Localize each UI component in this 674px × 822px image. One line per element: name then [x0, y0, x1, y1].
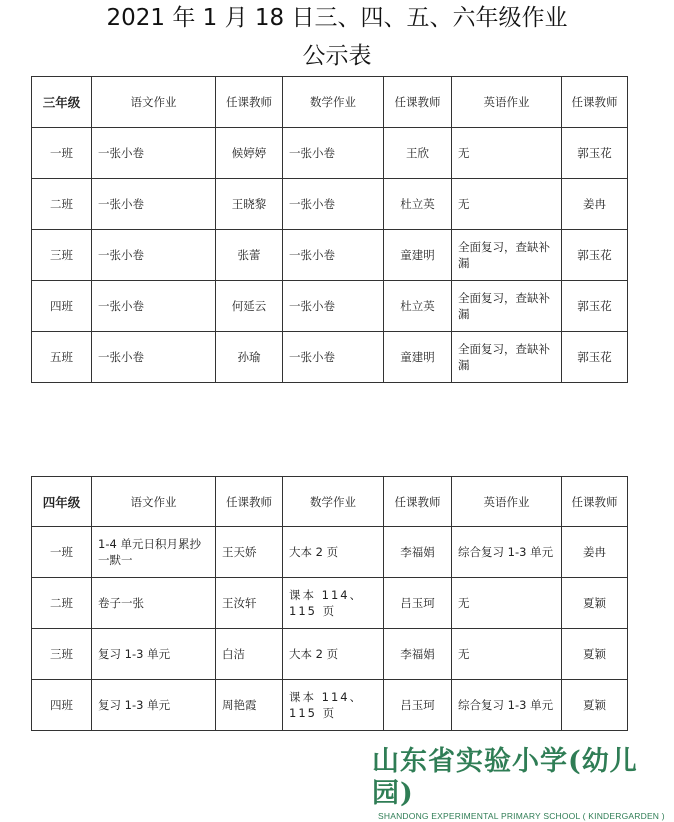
- teacher-cell: 杜立英: [384, 179, 452, 230]
- table-row: [32, 128, 628, 179]
- column-header: 任课教师: [562, 477, 628, 527]
- class-cell: 一班: [32, 527, 92, 578]
- english-homework-cell: 综合复习 1-3 单元: [452, 680, 562, 731]
- column-header: 数学作业: [283, 477, 384, 527]
- teacher-cell: 候婷婷: [216, 128, 283, 179]
- english-homework-cell: 无: [452, 629, 562, 680]
- grade3-homework-table: [31, 76, 628, 383]
- teacher-cell: 李福娟: [384, 629, 452, 680]
- english-homework-cell: 无: [452, 128, 562, 179]
- table-row: [32, 527, 628, 578]
- chinese-homework-cell: 一张小卷: [92, 332, 216, 383]
- english-homework-cell: 无: [452, 578, 562, 629]
- teacher-cell: 白洁: [216, 629, 283, 680]
- chinese-homework-cell: 卷子一张: [92, 578, 216, 629]
- chinese-homework-cell: 复习 1-3 单元: [92, 680, 216, 731]
- teacher-cell: 姜冉: [562, 527, 628, 578]
- teacher-cell: 童建明: [384, 230, 452, 281]
- school-name-chinese: 山东省实验小学(幼儿园): [372, 746, 638, 809]
- chinese-homework-cell: 一张小卷: [92, 179, 216, 230]
- column-header: 语文作业: [92, 477, 216, 527]
- english-homework-cell: 全面复习，查缺补漏: [452, 230, 562, 281]
- column-header: 任课教师: [562, 77, 628, 128]
- column-header: 任课教师: [384, 77, 452, 128]
- teacher-cell: 郭玉花: [562, 281, 628, 332]
- teacher-cell: 郭玉花: [562, 332, 628, 383]
- class-cell: 五班: [32, 332, 92, 383]
- class-cell: 四班: [32, 680, 92, 731]
- teacher-cell: 吕玉珂: [384, 680, 452, 731]
- school-logo: [372, 746, 672, 822]
- page-title: 2021 年 1 月 18 日三、四、五、六年级作业: [106, 5, 568, 31]
- chinese-homework-cell: 1-4 单元日积月累抄一默一: [92, 527, 216, 578]
- page-subtitle: 公示表: [302, 43, 372, 69]
- english-homework-cell: 无: [452, 179, 562, 230]
- english-homework-cell: 综合复习 1-3 单元: [452, 527, 562, 578]
- class-cell: 一班: [32, 128, 92, 179]
- table-row: [32, 578, 628, 629]
- teacher-cell: 何延云: [216, 281, 283, 332]
- table-row: [32, 629, 628, 680]
- chinese-homework-cell: 一张小卷: [92, 281, 216, 332]
- english-homework-cell: 全面复习，查缺补漏: [452, 332, 562, 383]
- school-name-english: SHANDONG EXPERIMENTAL PRIMARY SCHOOL ( KINDERGARDEN ): [378, 811, 665, 821]
- column-header: 英语作业: [452, 77, 562, 128]
- class-cell: 三班: [32, 230, 92, 281]
- math-homework-cell: 一张小卷: [283, 230, 384, 281]
- table-header-row: [32, 477, 628, 527]
- teacher-cell: 周艳霞: [216, 680, 283, 731]
- column-header: 任课教师: [216, 477, 283, 527]
- class-cell: 二班: [32, 578, 92, 629]
- chinese-homework-cell: 一张小卷: [92, 128, 216, 179]
- teacher-cell: 吕玉珂: [384, 578, 452, 629]
- math-homework-cell: 课本 114、115 页: [283, 578, 384, 629]
- teacher-cell: 张蕾: [216, 230, 283, 281]
- column-header: 语文作业: [92, 77, 216, 128]
- math-homework-cell: 一张小卷: [283, 179, 384, 230]
- teacher-cell: 郭玉花: [562, 230, 628, 281]
- column-header: 英语作业: [452, 477, 562, 527]
- column-header: 任课教师: [216, 77, 283, 128]
- teacher-cell: 夏颖: [562, 578, 628, 629]
- math-homework-cell: 课本 114、115 页: [283, 680, 384, 731]
- teacher-cell: 杜立英: [384, 281, 452, 332]
- grade4-homework-table: [31, 476, 628, 731]
- teacher-cell: 童建明: [384, 332, 452, 383]
- math-homework-cell: 一张小卷: [283, 281, 384, 332]
- chinese-homework-cell: 一张小卷: [92, 230, 216, 281]
- math-homework-cell: 大本 2 页: [283, 527, 384, 578]
- teacher-cell: 王晓黎: [216, 179, 283, 230]
- class-cell: 四班: [32, 281, 92, 332]
- math-homework-cell: 大本 2 页: [283, 629, 384, 680]
- teacher-cell: 孙瑜: [216, 332, 283, 383]
- class-cell: 二班: [32, 179, 92, 230]
- table-row: [32, 179, 628, 230]
- teacher-cell: 夏颖: [562, 629, 628, 680]
- chinese-homework-cell: 复习 1-3 单元: [92, 629, 216, 680]
- column-header: 任课教师: [384, 477, 452, 527]
- teacher-cell: 李福娟: [384, 527, 452, 578]
- table-row: [32, 332, 628, 383]
- teacher-cell: 王天娇: [216, 527, 283, 578]
- table-header-row: [32, 77, 628, 128]
- math-homework-cell: 一张小卷: [283, 128, 384, 179]
- column-header: 数学作业: [283, 77, 384, 128]
- teacher-cell: 夏颖: [562, 680, 628, 731]
- teacher-cell: 郭玉花: [562, 128, 628, 179]
- teacher-cell: 王欣: [384, 128, 452, 179]
- table-row: [32, 230, 628, 281]
- math-homework-cell: 一张小卷: [283, 332, 384, 383]
- grade-label: 四年级: [32, 477, 92, 527]
- teacher-cell: 姜冉: [562, 179, 628, 230]
- teacher-cell: 王汝轩: [216, 578, 283, 629]
- class-cell: 三班: [32, 629, 92, 680]
- table-row: [32, 680, 628, 731]
- table-row: [32, 281, 628, 332]
- grade-label: 三年级: [32, 77, 92, 128]
- english-homework-cell: 全面复习，查缺补漏: [452, 281, 562, 332]
